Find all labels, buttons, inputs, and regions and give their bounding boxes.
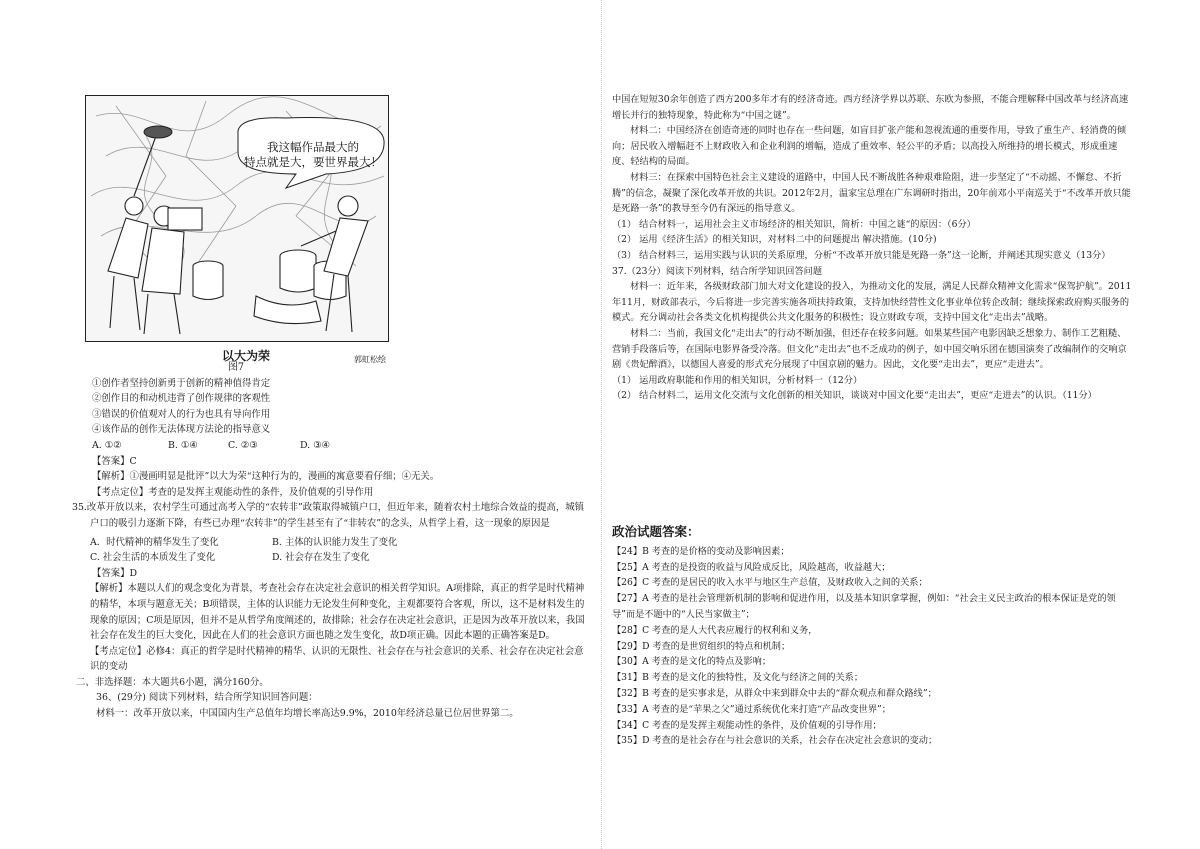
figure-label: 图7 xyxy=(227,362,245,373)
q35-choice-c: C. 社会生活的本质发生了变化 xyxy=(90,552,216,564)
q34-point: 【考点定位】考查的是发挥主观能动性的条件，及价值观的引导作用 xyxy=(92,486,374,498)
cartoon-figure xyxy=(85,95,389,364)
q36-sub-3: （3） 结合材料三，运用实践与认识的关系原理，分析“不改革开放只能是死路一条”这一论断，并阐述其现实意义（13分） xyxy=(612,249,1111,261)
bubble-line-2: 特点就是大，要世界最大！ xyxy=(244,155,382,169)
option-3: ③错误的价值观对人的行为也具有导向作用 xyxy=(92,408,271,420)
q35-choices-row1 xyxy=(76,535,592,551)
answer-26: 【26】C 考查的是居民的收入水平与地区生产总值，及财政收入之间的关系； xyxy=(612,577,928,589)
answer-25: 【25】A 考查的是投资的收益与风险成反比，风险越高，收益越大； xyxy=(612,561,891,573)
answer-31: 【31】B 考查的是文化的独特性，及文化与经济之间的关系； xyxy=(612,672,864,684)
q34-answer: 【答案】C xyxy=(92,455,137,467)
answer-30: 【30】A 考查的是文化的特点及影响； xyxy=(612,656,772,668)
q37-material-2: 材料二：当前，我国文化“走出去”的行动不断加强，但还存在较多问题。如果某些国产电影因缺乏想象力、制作工艺粗糙、营销手段落后等，在国际电影界备受冷落。但文化“走出去”也不乏成功的例子，如中国交响乐团在德国演奏了改编制作的交响京剧《贵妃醉酒》，以德国人喜爱的形式充分展现了中国京剧的魅力。因此，文化要“走出去”，更应“走进去”。 xyxy=(612,327,1127,371)
q35-stem: 35.改革开放以来，农村学生可通过高考入学的“农转非”政策取得城镇户口，但近年来，随着农村土地综合效益的提高，城镇户口的吸引力逐渐下降，有些已办理“农转非”的学生甚至有了“非转农”的念头，从哲学上看，这一现象的原因是 xyxy=(72,502,584,529)
q34-analysis: 【解析】①漫画明显是批评”以大为荣“这种行为的，漫画的寓意要看仔细；④无关。 xyxy=(92,471,440,483)
section-2-heading: 二、非选择题：本大题共6小题，满分160分。 xyxy=(76,676,269,688)
left-column xyxy=(72,95,592,722)
cartoon-author: 郭虹松绘 xyxy=(354,355,386,364)
q37-sub-1: （1） 运用政府职能和作用的相关知识，分析材料一（12分） xyxy=(612,374,863,386)
q35-choices-row2 xyxy=(76,550,592,566)
q37-sub-2: （2） 结合材料二，运用文化交流与文化创新的相关知识，谈谈对中国文化要“走出去”，更应“走进去”的认识。（11分） xyxy=(612,390,1097,402)
answer-34: 【34】C 考查的是发挥主观能动性的条件，及价值观的引导作用； xyxy=(612,719,882,731)
answer-32: 【32】B 考查的是实事求是，从群众中来到群众中去的“群众观点和群众路线”； xyxy=(612,687,937,699)
cartoon-caption: 以大为荣 xyxy=(222,349,271,363)
answers-section xyxy=(612,524,1132,749)
choice-d: D. ③④ xyxy=(300,439,330,451)
choice-a: A. ①② xyxy=(92,439,122,451)
answer-35: 【35】D 考查的是社会存在与社会意识的关系，社会存在决定社会意识的变动； xyxy=(612,735,938,747)
speech-bubble xyxy=(238,140,388,170)
option-1: ①创作者坚持创新勇于创新的精神值得肯定 xyxy=(92,377,271,389)
q35-choice-d: D. 社会存在发生了变化 xyxy=(272,552,370,564)
answer-28: 【28】C 考查的是人大代表应履行的权利和义务， xyxy=(612,624,818,636)
q35-point: 【考点定位】必修4：真正的哲学是时代精神的精华、认识的无限性、社会存在与社会意识的关系、社会存在决定社会意识的变动 xyxy=(90,645,584,673)
q36-material-1-start: 材料一：改革开放以来，中国国内生产总值年均增长率高达9.9%，2010年经济总量已位居世界第二。 xyxy=(96,708,519,720)
q37-intro: 37.（23分）阅读下列材料，结合所学知识回答问题 xyxy=(612,265,823,277)
q36-material-2: 材料二：中国经济在创造奇迹的同时也存在一些问题，如盲目扩张产能和忽视流通的重要作用，导致了重生产、轻消费的倾向；居民收入增幅赶不上财政收入和企业利润的增幅，造成了重效率、轻公平的矛盾；以高投入所维持的增长模式，形成重速度、轻结构的局面。 xyxy=(612,125,1127,168)
bubble-line-1: 我这幅作品最大的 xyxy=(267,140,359,154)
q36-material-1-cont: 中国在短短30余年创造了西方200多年才有的经济奇迹。西方经济学界以苏联、东欧为参照，不能合理解释中国改革与经济高速增长并行的独特现象，特此称为“中国之谜”。 xyxy=(612,94,1129,121)
cartoon-drawing xyxy=(86,96,388,341)
answer-33: 【33】A 考查的是“苹果之父”通过系统优化来打造“产品改变世界”； xyxy=(612,703,891,715)
page-divider xyxy=(601,0,602,849)
q35-answer: 【答案】D xyxy=(92,567,138,579)
q35-choice-a: A．时代精神的精华发生了变化 xyxy=(90,536,219,548)
q35-analysis: 【解析】本题以人们的观念变化为背景，考查社会存在决定社会意识的相关哲学知识。A项排除，真正的哲学是时代精神的精华，本项与题意无关；B项错误，主体的认识能力无论发生何种变化，主观都要符合客观，所以，这不是材料发生的现象的原因；C项是原因，但并不是从哲学角度阐述的，故排除；社会存在决定社会意识，正是因为改革开放以来，我国社会存在发生的巨大变化，因此在人们的社会意识方面也随之发生变化，故D项正确。因此本题的正确答案是D。 xyxy=(90,583,585,642)
q37-material-1: 材料一：近年来，各级财政部门加大对文化建设的投入，为推动文化的发展，满足人民群众精神文化需求“保驾护航”。2011年11月，财政部表示，今后将进一步完善实施各项扶持政策，支持加快经营性文化事业单位转企改制；继续探索政府购买服务的模式。充分调动社会各类文化机构提供公共文化服务的积极性；设立财政专项，支持中国文化“走出去”战略。 xyxy=(612,281,1132,324)
answer-27: 【27】A 考查的是社会管理新机制的影响和促进作用，以及基本知识拿掌握，例如：“社会主义民主政治的根本保证是党的领导”而是不题中的“人民当家做主”； xyxy=(612,593,1116,620)
answers-title: 政治试题答案： xyxy=(612,524,700,539)
choice-b: B. ①④ xyxy=(168,439,198,451)
q36-intro: 36、(29分) 阅读下列材料，结合所学知识回答问题： xyxy=(96,692,318,704)
right-column xyxy=(612,92,1132,404)
q35-choice-b: B. 主体的认识能力发生了变化 xyxy=(272,536,398,548)
answer-24: 【24】B 考查的是价格的变动及影响因素； xyxy=(612,545,790,557)
q36-sub-2: （2） 运用《经济生活》的相关知识，对材料二中的问题提出 解决措施。(10分) xyxy=(612,234,937,246)
q36-sub-1: （1） 结合材料一，运用社会主义市场经济的相关知识，简析：中国之谜“的原因：（6分） xyxy=(612,218,976,230)
q36-material-3: 材料三：在探索中国特色社会主义建设的道路中，中国人民不断战胜各种艰难险阻，进一步坚定了“不动摇、不懈怠、不折腾”的信念，凝聚了深化改革开放的共识。2012年2月，温家宝总理在广东调研时指出，20年前邓小平南巡关于“不改革开放只能是死路一条”的教导至今仍有深远的指导意义。 xyxy=(612,171,1131,215)
q34-choices xyxy=(76,438,592,454)
option-4: ④该作品的创作无法体现方法论的指导意义 xyxy=(92,424,271,436)
answer-29: 【29】D 考查的是世贸组织的特点和机制； xyxy=(612,640,791,652)
option-2: ②创作目的和动机违背了创作规律的客观性 xyxy=(92,393,271,405)
choice-c: C. ②③ xyxy=(228,439,258,451)
